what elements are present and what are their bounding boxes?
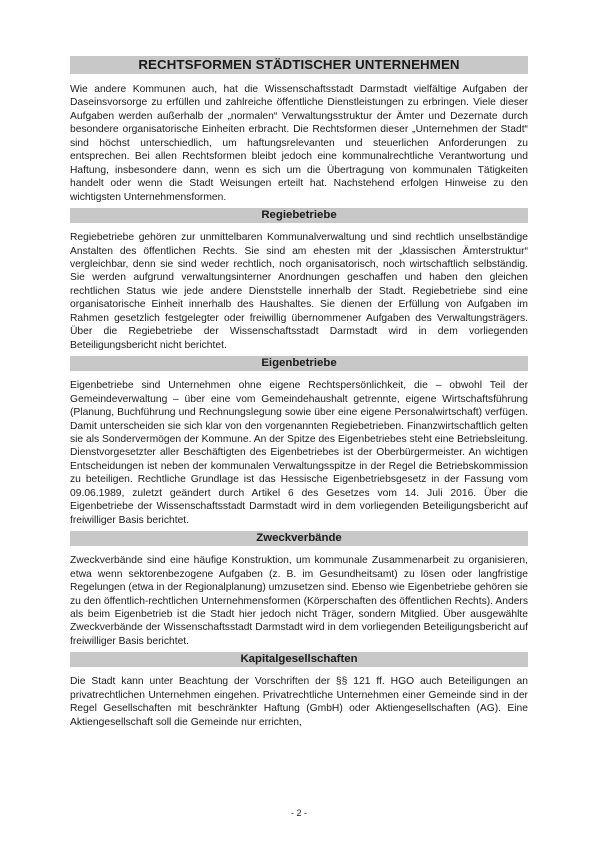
page-title: RECHTSFORMEN STÄDTISCHER UNTERNEHMEN bbox=[70, 56, 528, 74]
section-text-zweckverbaende: Zweckverbände sind eine häufige Konstruktion, um kommunale Zusammenarbeit zu organisieren, etwa wenn sektorenbezogene Aufgaben (z. B. im Gesundheitsamt) zu lösen oder langfristige Regelungen (etwa in der Regionalplanung) umzusetzen sind. Ebenso wie Eigenbetriebe gehören sie zu den öffentlich-rechtlichen Unternehmensformen (Körperschaften des öffentlichen Rechts). Anders als beim Eigenbetrieb ist die Stadt hier jedoch nicht Träger, sondern Mitglied. Über ausgewählte Zweckverbände der Wissenschaftsstadt Darmstadt wird in dem vorliegenden Beteiligungsbericht auf freiwilliger Basis berichtet. bbox=[70, 555, 528, 647]
section-heading-eigenbetriebe: Eigenbetriebe bbox=[70, 356, 528, 371]
page-number: - 2 - bbox=[290, 808, 307, 818]
section-text-kapitalgesellschaften: Die Stadt kann unter Beachtung der Vorschriften der §§ 121 ff. HGO auch Beteiligungen an privatrechtlichen Unternehmen eingehen. Privatrechtliche Unternehmen einer Gemeinde sind in der Regel Gesellschaften mit beschränkter Haftung (GmbH) oder Aktiengesellschaften (AG). Eine Aktiengesellschaft soll die Gemeinde nur errichten, bbox=[70, 676, 528, 728]
intro-paragraph: Wie andere Kommunen auch, hat die Wissenschaftsstadt Darmstadt vielfältige Aufgaben der Daseinsvorsorge zu erfüllen und zahlreiche öffentliche Dienstleistungen zu erbringen. Viele dieser Aufgaben werden außerhalb der „normalen“ Verwaltungsstruktur der Ämter und Dezernate durch besondere organisatorische Einheiten erbracht. Die Rechtsformen dieser „Unternehmen der Stadt“ sind höchst unterschiedlich, um haftungsrelevanten und steuerlichen Anforderungen zu entsprechen. Bei allen Rechtsformen bleibt jedoch eine kommunalrechtliche Verantwortung und Haftung, insbesondere dann, wenn es sich um die Übertragung von kommunalen Tätigkeiten handelt oder wenn die Stadt Weisungen erteilt hat. Nachstehend erfolgen Hinweise zu den wichtigsten Unternehmensformen. bbox=[70, 84, 528, 203]
section-heading-zweckverbaende: Zweckverbände bbox=[70, 531, 528, 546]
section-text-regiebetriebe: Regiebetriebe gehören zur unmittelbaren Kommunalverwaltung und sind rechtlich unselbständige Anstalten des öffentlichen Rechts. Sie sind am ehesten mit der „klassischen Ämterstruktur“ vergleichbar, denn sie sind weder rechtlich, noch organisatorisch, noch wirtschaftlich selbständig. Sie werden aufgrund verwaltungsinterner Anordnungen geschaffen und haben den gleichen rechtlichen Status wie jede andere Dienststelle innerhalb der Stadt. Regiebetriebe sind eine organisatorische Einheit innerhalb des Haushaltes. Sie dienen der Erfüllung von Aufgaben im Rahmen gesetzlich festgelegter oder freiwillig übernommener Aufgaben des Verwaltungsträgers. Über die Regiebetriebe der Wissenschaftsstadt Darmstadt wird in dem vorliegenden Beteiligungsbericht nicht berichtet. bbox=[70, 232, 528, 351]
section-heading-regiebetriebe: Regiebetriebe bbox=[70, 208, 528, 223]
document-page bbox=[70, 56, 528, 733]
section-text-eigenbetriebe: Eigenbetriebe sind Unternehmen ohne eigene Rechtspersönlichkeit, die – obwohl Teil der Gemeindeverwaltung – über eine vom Gemeindehaushalt getrennte, eigene Wirtschaftsführung (Planung, Buchführung und Rechnungslegung sowie über eine eigene Personalwirtschaft) verfügen. Damit unterscheiden sie sich klar von den vorgenannten Regiebetrieben. Finanzwirtschaftlich gelten sie als Sondervermögen der Kommune. An der Spitze des Eigenbetriebes steht eine Betriebsleitung. Dienstvorgesetzter aller Beschäftigten des Eigenbetriebes ist der Oberbürgermeister. An wichtigen Entscheidungen ist neben der kommunalen Verwaltungsspitze in der Regel die Betriebskommission zu beteiligen. Rechtliche Grundlage ist das Hessische Eigenbetriebsgesetz in der Fassung vom 09.06.1989, zuletzt geändert durch Artikel 6 des Gesetzes vom 14. Juli 2016. Über die Eigenbetriebe der Wissenschaftsstadt Darmstadt wird in dem vorliegenden Beteiligungsbericht auf freiwilliger Basis berichtet. bbox=[70, 380, 528, 526]
section-heading-kapitalgesellschaften: Kapitalgesellschaften bbox=[70, 652, 528, 667]
